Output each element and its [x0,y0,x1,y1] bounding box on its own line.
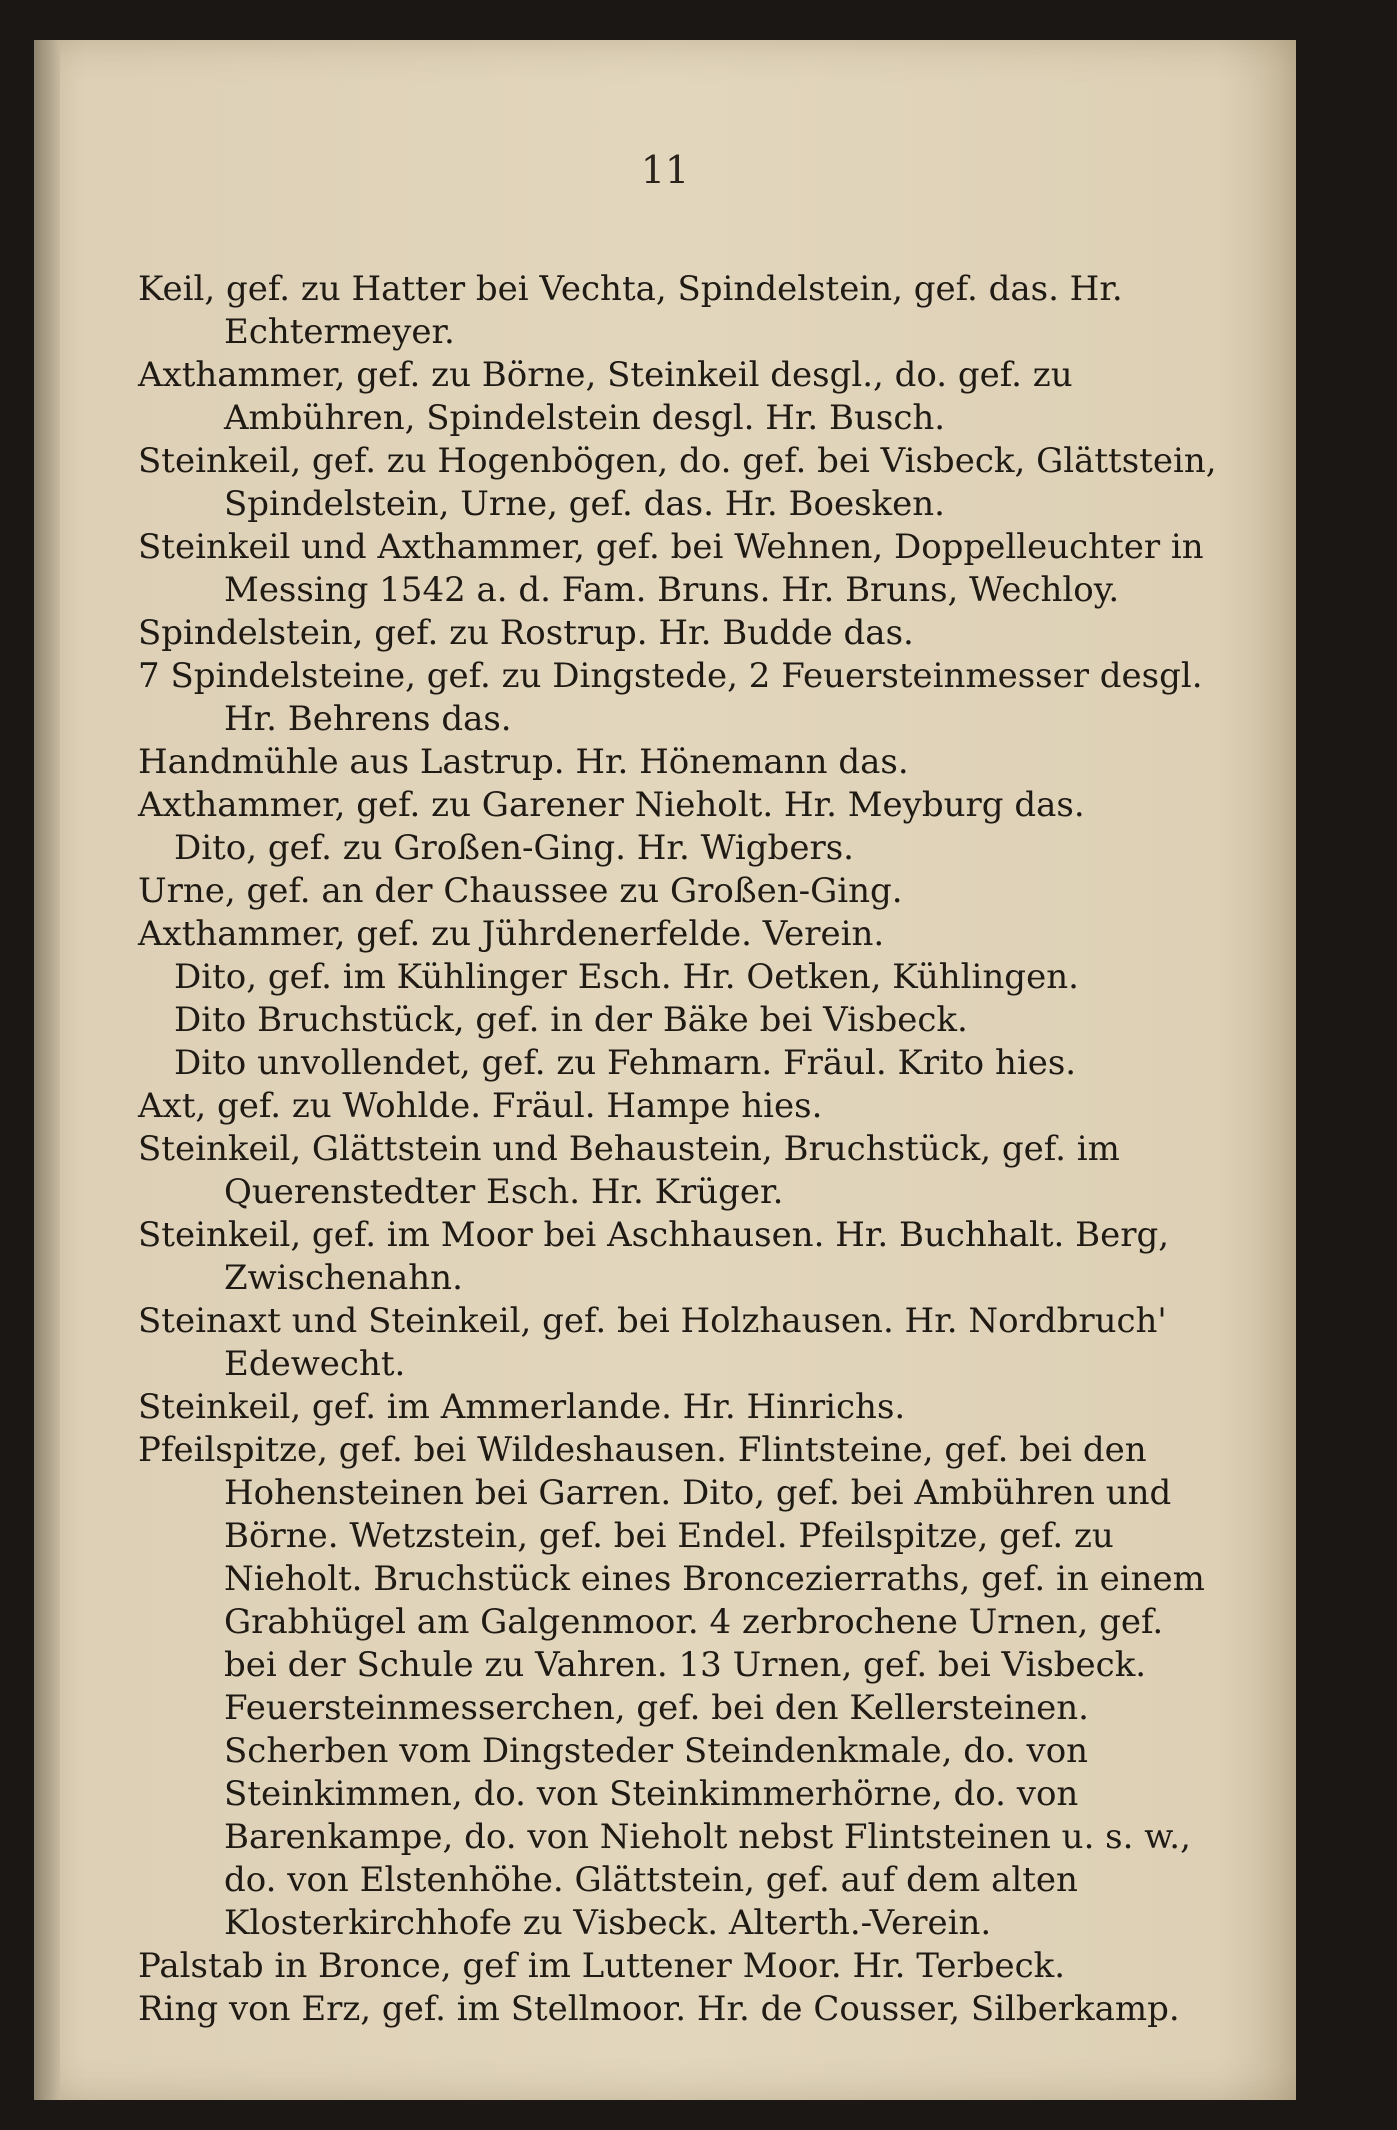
catalog-entry: Axthammer, gef. zu Jührdenerfelde. Verein. [138,914,885,954]
catalog-entry: Handmühle aus Lastrup. Hr. Hönemann das. [138,742,909,782]
catalog-entry: Steinkeil, gef. im Ammerlande. Hr. Hinrichs. [138,1387,906,1427]
binding-gutter [34,40,60,2100]
catalog-entry: Pfeilspitze, gef. bei Wildeshausen. Flintsteine, gef. bei den Hohensteinen bei Garren. Dito, gef. bei Ambühren und Börne. Wetzstein, gef. bei Endel. Pfeilspitze, gef. zu Nieholt. Bruchstück eines Broncezierraths, gef. in einem Grabhügel am Galgenmoor. 4 zerbrochene Urnen, gef. bei der Schule zu Vahren. 13 Urnen, gef. bei Visbeck. Feuersteinmesserchen, gef. bei den Kellersteinen. Scherben vom Dingsteder Steindenkmale, do. von Steinkimmen, do. von Steinkimmerhörne, do. von Barenkampe, do. von Nieholt nebst Flintsteinen u. s. w., do. von Elstenhöhe. Glättstein, gef. auf dem alten Klosterkirchhofe zu Visbeck. Alterth.-Verein. [138,1430,1205,1943]
book-page [34,40,1296,2100]
catalog-entry: Dito unvollendet, gef. zu Fehmarn. Fräul. Krito hies. [174,1043,1077,1083]
catalog-entry: Keil, gef. zu Hatter bei Vechta, Spindelstein, gef. das. Hr. Echtermeyer. [138,269,1123,352]
catalog-entry: Steinaxt und Steinkeil, gef. bei Holzhausen. Hr. Nordbruch' Edewecht. [138,1301,1167,1384]
catalog-entry: Steinkeil, gef. zu Hogenbögen, do. gef. bei Visbeck, Glättstein, Spindelstein, Urne, gef. das. Hr. Boesken. [138,441,1217,524]
catalog-entry: Steinkeil, Glättstein und Behaustein, Bruchstück, gef. im Querenstedter Esch. Hr. Krüger. [138,1129,1120,1212]
page-number: 11 [640,148,690,192]
catalog-entry: Urne, gef. an der Chaussee zu Großen-Ging. [138,871,903,911]
catalog-entry: Axthammer, gef. zu Garener Nieholt. Hr. Meyburg das. [138,785,1085,825]
catalog-entry: Axt, gef. zu Wohlde. Fräul. Hampe hies. [138,1086,823,1126]
catalog-entry: Dito Bruchstück, gef. in der Bäke bei Visbeck. [174,1000,968,1040]
entry-list [138,268,1218,2031]
catalog-entry: Ring von Erz, gef. im Stellmoor. Hr. de Cousser, Silberkamp. [138,1989,1180,2029]
catalog-entry: Axthammer, gef. zu Börne, Steinkeil desgl., do. gef. zu Ambühren, Spindelstein desgl. Hr. Busch. [138,355,1073,438]
catalog-entry: Steinkeil, gef. im Moor bei Aschhausen. Hr. Buchhalt. Berg, Zwischenahn. [138,1215,1170,1298]
catalog-entry: Dito, gef. zu Großen-Ging. Hr. Wigbers. [174,828,854,868]
catalog-entry: Spindelstein, gef. zu Rostrup. Hr. Budde das. [138,613,914,653]
catalog-entry: Dito, gef. im Kühlinger Esch. Hr. Oetken, Kühlingen. [174,957,1079,997]
catalog-entry: Palstab in Bronce, gef im Luttener Moor. Hr. Terbeck. [138,1946,1066,1986]
catalog-entry: 7 Spindelsteine, gef. zu Dingstede, 2 Feuersteinmesser desgl. Hr. Behrens das. [138,656,1203,739]
catalog-entry: Steinkeil und Axthammer, gef. bei Wehnen, Doppelleuchter in Messing 1542 a. d. Fam. Bruns. Hr. Bruns, Wechloy. [138,527,1204,610]
